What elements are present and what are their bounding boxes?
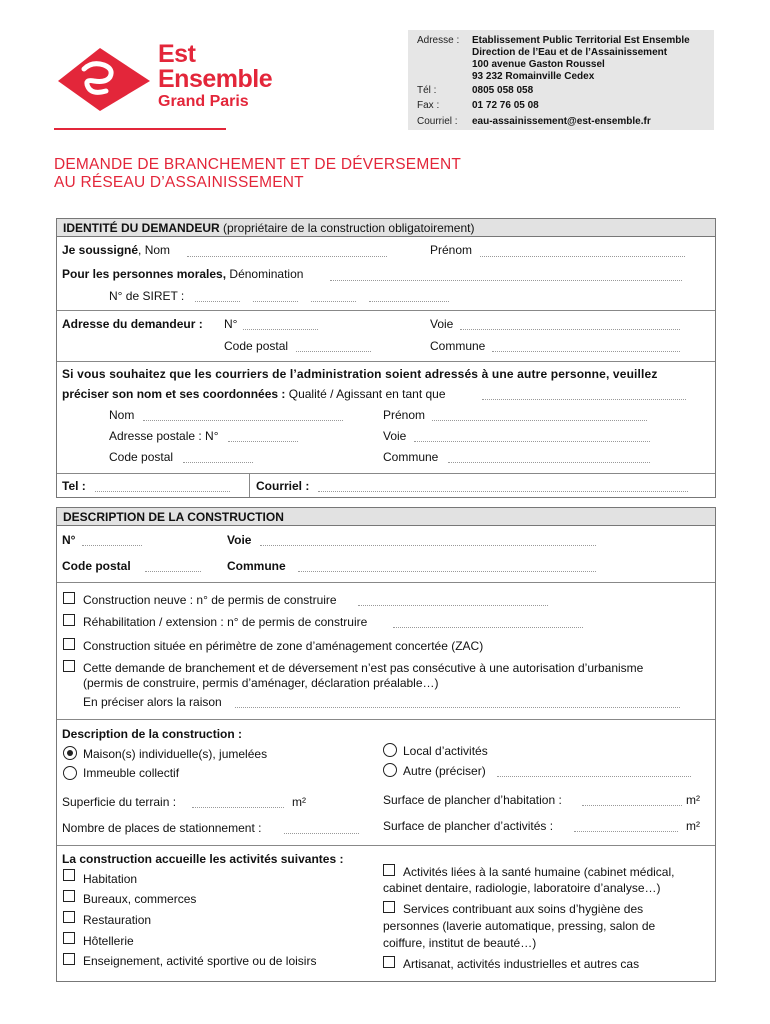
- autre-field[interactable]: [497, 776, 691, 777]
- courriers-text-line2: préciser son nom et ses coordonnées :: [62, 387, 286, 401]
- radio-local-activites[interactable]: [383, 743, 397, 757]
- check-artisanat-label: Artisanat, activités industrielles et autres cas: [403, 957, 640, 971]
- address-line-4: 93 232 Romainville Cedex: [472, 71, 595, 82]
- superficie-unit: m²: [292, 795, 306, 809]
- c-commune-field[interactable]: [298, 571, 596, 572]
- check-habitation-label: Habitation: [83, 872, 138, 886]
- divider: [57, 361, 715, 362]
- commune-field[interactable]: [492, 351, 680, 352]
- adresse-postale-label: Adresse postale : N°: [109, 429, 219, 443]
- code-postal-label: Code postal: [224, 339, 289, 353]
- commune2-field[interactable]: [448, 462, 650, 463]
- page-title-line1: DEMANDE DE BRANCHEMENT ET DE DÉVERSEMENT: [54, 156, 462, 173]
- check-enseignement-label: Enseignement, activité sportive ou de loisirs: [83, 954, 317, 968]
- address-line-2: Direction de l’Eau et de l’Assainissement: [472, 47, 668, 58]
- est-ensemble-logo-icon: [54, 45, 154, 113]
- check-artisanat[interactable]: [383, 956, 395, 968]
- numero-field[interactable]: [243, 329, 318, 330]
- fax-value: 01 72 76 05 08: [472, 100, 539, 111]
- c-numero-label: N°: [62, 533, 76, 547]
- prenom-field[interactable]: [480, 256, 685, 257]
- surface-activites-label: Surface de plancher d’activités :: [383, 819, 554, 833]
- adresse-demandeur-label: Adresse du demandeur :: [62, 317, 203, 331]
- check-services-line3: coiffure, institut de beauté…): [383, 936, 537, 950]
- divider: [57, 719, 715, 720]
- courriel-field[interactable]: [318, 491, 688, 492]
- je-soussigne-label: Je soussigné: [62, 243, 139, 257]
- c-commune-label: Commune: [227, 559, 286, 573]
- nom2-label: Nom: [109, 408, 135, 422]
- courriel-label: Courriel :: [256, 479, 310, 493]
- radio-maison-label: Maison(s) individuelle(s), jumelées: [83, 747, 268, 761]
- divider: [57, 582, 715, 583]
- check-sante-line1: Activités liées à la santé humaine (cabinet médical,: [403, 865, 675, 879]
- surface-habitation-label: Surface de plancher d’habitation :: [383, 793, 562, 807]
- c-voie-label: Voie: [227, 533, 252, 547]
- check-hotellerie-label: Hôtellerie: [83, 934, 134, 948]
- check-enseignement[interactable]: [63, 953, 75, 965]
- check-sante-line2: cabinet dentaire, radiologie, laboratoire d’analyse…): [383, 881, 661, 895]
- c-code-postal-label: Code postal: [62, 559, 131, 573]
- prenom2-label: Prénom: [383, 408, 426, 422]
- check-restauration[interactable]: [63, 911, 75, 923]
- check-non-consecutive-line2: (permis de construire, permis d’aménager, déclaration préalable…): [83, 676, 439, 690]
- numero-label: N°: [224, 317, 238, 331]
- permis-rehab-field[interactable]: [393, 627, 583, 628]
- divider-vertical: [249, 473, 250, 497]
- radio-maison[interactable]: [63, 746, 77, 760]
- surface-habitation-unit: m²: [686, 793, 700, 807]
- activites-label: La construction accueille les activités suivantes :: [62, 852, 344, 866]
- check-services[interactable]: [383, 901, 395, 913]
- radio-autre[interactable]: [383, 763, 397, 777]
- places-label: Nombre de places de stationnement :: [62, 821, 262, 835]
- identity-heading-bold: IDENTITÉ DU DEMANDEUR: [63, 221, 220, 235]
- logo-underline: [54, 128, 226, 130]
- email-value: eau-assainissement@est-ensemble.fr: [472, 116, 651, 127]
- check-non-consecutive[interactable]: [63, 660, 75, 672]
- code-postal2-field[interactable]: [183, 462, 253, 463]
- places-field[interactable]: [284, 833, 359, 834]
- superficie-label: Superficie du terrain :: [62, 795, 177, 809]
- voie-field[interactable]: [460, 329, 680, 330]
- nom2-field[interactable]: [143, 420, 343, 421]
- radio-local-activites-label: Local d’activités: [403, 744, 488, 758]
- siret-field-2[interactable]: [253, 301, 298, 302]
- logo-line2: Ensemble: [158, 65, 273, 93]
- qualite-field[interactable]: [482, 399, 686, 400]
- denomination-label: Dénomination: [226, 267, 304, 281]
- adresse-postale-field[interactable]: [228, 441, 298, 442]
- check-non-consecutive-label: Cette demande de branchement et de déversement n’est pas consécutive à une autorisation d’urbanisme: [83, 661, 644, 675]
- raison-label: En préciser alors la raison: [83, 695, 222, 709]
- check-zac-label: Construction située en périmètre de zone d’aménagement concertée (ZAC): [83, 639, 484, 653]
- superficie-field[interactable]: [192, 807, 284, 808]
- check-bureaux-label: Bureaux, commerces: [83, 892, 197, 906]
- tel-field[interactable]: [95, 491, 230, 492]
- divider: [57, 310, 715, 311]
- check-zac[interactable]: [63, 638, 75, 650]
- c-voie-field[interactable]: [260, 545, 596, 546]
- courriers-text-line1: Si vous souhaitez que les courriers de l’administration soient adressés à une autre personne, veuillez: [62, 367, 658, 381]
- identity-heading-note: (propriétaire de la construction obligatoirement): [219, 221, 475, 235]
- morales-label: Pour les personnes morales,: [62, 267, 227, 281]
- surface-activites-field[interactable]: [574, 831, 678, 832]
- surface-habitation-field[interactable]: [582, 805, 682, 806]
- permis-neuve-field[interactable]: [358, 605, 548, 606]
- tel-value: 0805 058 058: [472, 85, 534, 96]
- code-postal-field[interactable]: [296, 351, 371, 352]
- construction-heading: DESCRIPTION DE LA CONSTRUCTION: [57, 508, 715, 526]
- nom-field[interactable]: [187, 256, 387, 257]
- logo-line1: Est: [158, 40, 196, 68]
- check-construction-neuve[interactable]: [63, 592, 75, 604]
- check-services-line2: personnes (laverie automatique, pressing, salon de: [383, 919, 656, 933]
- commune2-label: Commune: [383, 450, 439, 464]
- check-habitation[interactable]: [63, 869, 75, 881]
- siret-field-3[interactable]: [311, 301, 356, 302]
- fax-label: Fax :: [417, 100, 440, 111]
- commune-label: Commune: [430, 339, 486, 353]
- check-rehabilitation-label: Réhabilitation / extension : n° de permis de construire: [83, 615, 368, 629]
- radio-immeuble-label: Immeuble collectif: [83, 766, 180, 780]
- address-line-1: Etablissement Public Territorial Est Ensemble: [472, 35, 690, 46]
- email-label: Courriel :: [417, 116, 458, 127]
- tel-label: Tel :: [62, 479, 86, 493]
- code-postal2-label: Code postal: [109, 450, 174, 464]
- address-label: Adresse :: [417, 35, 460, 46]
- siret-label: N° de SIRET :: [109, 289, 185, 303]
- divider: [57, 473, 715, 474]
- prenom2-field[interactable]: [432, 420, 647, 421]
- address-box: [408, 30, 714, 130]
- divider: [57, 845, 715, 846]
- prenom-label: Prénom: [430, 243, 473, 257]
- c-code-postal-field[interactable]: [145, 571, 201, 572]
- identity-heading: [57, 219, 715, 237]
- check-construction-neuve-label: Construction neuve : n° de permis de construire: [83, 593, 337, 607]
- c-numero-field[interactable]: [82, 545, 142, 546]
- logo-line3: Grand Paris: [158, 93, 249, 110]
- radio-autre-label: Autre (préciser): [403, 764, 486, 778]
- page-title-line2: AU RÉSEAU D’ASSAINISSEMENT: [54, 174, 304, 191]
- surface-activites-unit: m²: [686, 819, 700, 833]
- check-sante[interactable]: [383, 864, 395, 876]
- voie2-field[interactable]: [414, 441, 650, 442]
- logo-text: [158, 42, 272, 110]
- check-rehabilitation[interactable]: [63, 614, 75, 626]
- check-bureaux[interactable]: [63, 890, 75, 902]
- check-restauration-label: Restauration: [83, 913, 152, 927]
- check-services-line1: Services contribuant aux soins d’hygiène des: [403, 902, 644, 916]
- raison-field[interactable]: [235, 707, 680, 708]
- voie2-label: Voie: [383, 429, 407, 443]
- radio-immeuble[interactable]: [63, 766, 77, 780]
- siret-field-1[interactable]: [195, 301, 240, 302]
- tel-label: Tél :: [417, 85, 437, 96]
- qualite-label: Qualité / Agissant en tant que: [285, 387, 446, 401]
- denomination-field[interactable]: [330, 280, 682, 281]
- siret-field-4[interactable]: [369, 301, 449, 302]
- nom-label: , Nom: [138, 243, 171, 257]
- check-hotellerie[interactable]: [63, 932, 75, 944]
- description-label: Description de la construction :: [62, 727, 243, 741]
- voie-label: Voie: [430, 317, 454, 331]
- address-line-3: 100 avenue Gaston Roussel: [472, 59, 605, 70]
